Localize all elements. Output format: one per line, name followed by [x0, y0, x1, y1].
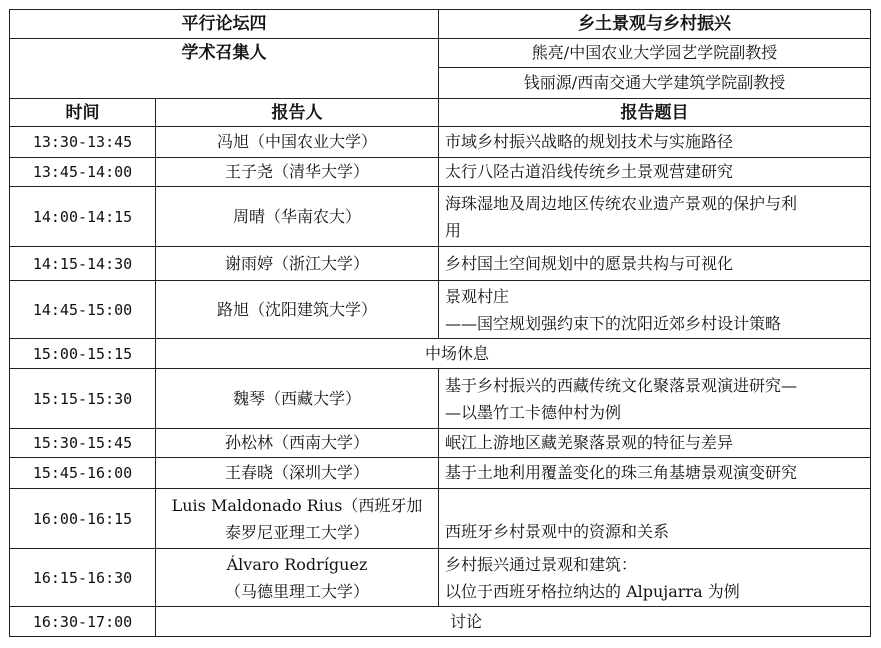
table-row: [10, 489, 871, 549]
session-topic: 乡村国土空间规划中的愿景共构与可视化: [439, 247, 871, 281]
topic-line: 基于乡村振兴的西藏传统文化聚落景观演进研究—: [445, 375, 798, 395]
session-speaker: 孙松林（西南大学）: [156, 429, 439, 458]
topic-line: —以墨竹工卡德仲村为例: [445, 402, 622, 422]
header-row: [10, 99, 871, 127]
session-speaker: 王春晓（深圳大学）: [156, 458, 439, 489]
topic-line: ——国空规划强约束下的沈阳近郊乡村设计策略: [445, 313, 782, 333]
speaker-line: （马德里理工大学）: [224, 581, 369, 601]
session-time: 15:00-15:15: [10, 339, 156, 369]
break-label: 中场休息: [156, 339, 871, 369]
table-row: [10, 281, 871, 339]
session-speaker: [156, 549, 439, 607]
topic-line: 以位于西班牙格拉纳达的 Alpujarra 为例: [445, 581, 740, 601]
topic-line: 用: [445, 220, 462, 240]
session-topic: 太行八陉古道沿线传统乡土景观营建研究: [439, 158, 871, 187]
break-row: [10, 339, 871, 369]
table-row: [10, 158, 871, 187]
table-row: [10, 187, 871, 247]
discussion-row: [10, 607, 871, 637]
session-topic: [439, 549, 871, 607]
forum-theme: 乡土景观与乡村振兴: [439, 10, 871, 39]
convener-row-1: [10, 39, 871, 68]
session-topic: [439, 281, 871, 339]
session-topic: 基于土地利用覆盖变化的珠三角基塘景观演变研究: [439, 458, 871, 489]
session-time: 16:15-16:30: [10, 549, 156, 607]
session-topic: [439, 369, 871, 429]
table-row: [10, 429, 871, 458]
header-topic: 报告题目: [439, 99, 871, 127]
discussion-label: 讨论: [156, 607, 871, 637]
session-time: 16:30-17:00: [10, 607, 156, 637]
topic-line: 景观村庄: [445, 286, 510, 306]
convener-1: 熊亮/中国农业大学园艺学院副教授: [439, 39, 871, 68]
forum-title-row: [10, 10, 871, 39]
speaker-line: Álvaro Rodríguez: [226, 554, 368, 574]
table-row: [10, 127, 871, 158]
convener-2: 钱丽源/西南交通大学建筑学院副教授: [439, 68, 871, 99]
session-speaker: [156, 489, 439, 549]
forum-name: 平行论坛四: [10, 10, 439, 39]
topic-line: 海珠湿地及周边地区传统农业遗产景观的保护与利: [445, 193, 798, 213]
forum-schedule-table: [9, 9, 871, 637]
session-time: 15:15-15:30: [10, 369, 156, 429]
session-time: 14:15-14:30: [10, 247, 156, 281]
session-time: 13:45-14:00: [10, 158, 156, 187]
session-speaker: 周晴（华南农大）: [156, 187, 439, 247]
session-time: 14:45-15:00: [10, 281, 156, 339]
session-time: 13:30-13:45: [10, 127, 156, 158]
speaker-line: 泰罗尼亚理工大学）: [224, 522, 369, 542]
session-speaker: 谢雨婷（浙江大学）: [156, 247, 439, 281]
table-row: [10, 458, 871, 489]
session-speaker: 王子尧（清华大学）: [156, 158, 439, 187]
header-time: 时间: [10, 99, 156, 127]
session-speaker: 冯旭（中国农业大学）: [156, 127, 439, 158]
table-row: [10, 247, 871, 281]
session-topic: 市域乡村振兴战略的规划技术与实施路径: [439, 127, 871, 158]
session-topic: 岷江上游地区藏羌聚落景观的特征与差异: [439, 429, 871, 458]
header-speaker: 报告人: [156, 99, 439, 127]
table-row: [10, 369, 871, 429]
session-time: 14:00-14:15: [10, 187, 156, 247]
session-speaker: 魏琴（西藏大学）: [156, 369, 439, 429]
topic-line: 乡村振兴通过景观和建筑：: [445, 554, 638, 574]
table-row: [10, 549, 871, 607]
session-topic: [439, 187, 871, 247]
session-time: 16:00-16:15: [10, 489, 156, 549]
speaker-line: Luis Maldonado Rius（西班牙加: [171, 495, 423, 515]
session-topic: 西班牙乡村景观中的资源和关系: [439, 489, 871, 549]
convener-label: 学术召集人: [10, 39, 439, 99]
session-time: 15:45-16:00: [10, 458, 156, 489]
session-time: 15:30-15:45: [10, 429, 156, 458]
session-speaker: 路旭（沈阳建筑大学）: [156, 281, 439, 339]
